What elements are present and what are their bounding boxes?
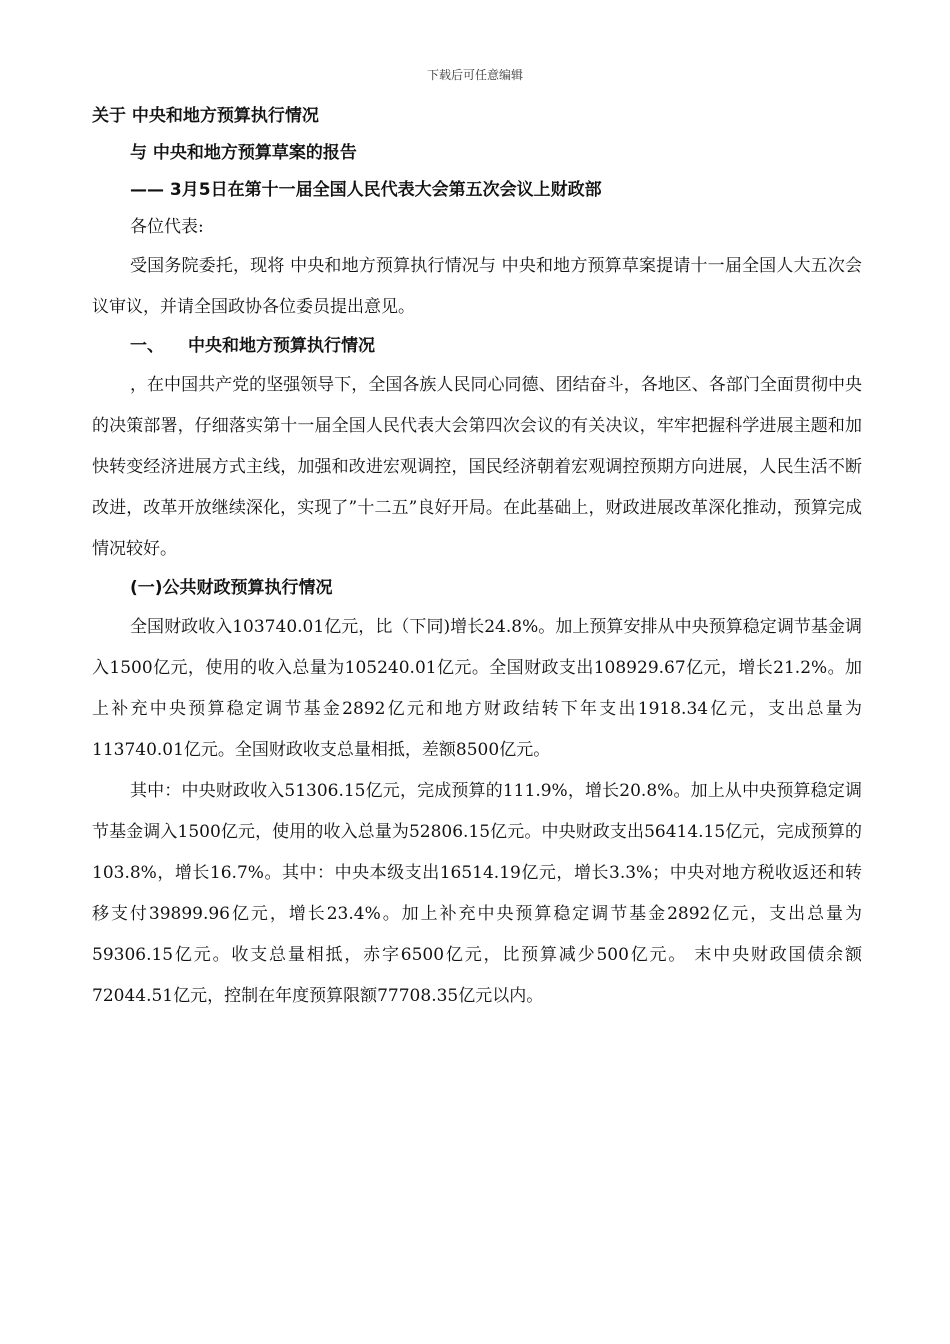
document-body xyxy=(92,98,862,1017)
section-heading-1 xyxy=(92,328,862,365)
salutation: 各位代表: xyxy=(130,217,204,237)
subsection-heading-1: (一)公共财政预算执行情况 xyxy=(130,578,333,598)
central-budget-paragraph: 其中：中央财政收入51306.15亿元，完成预算的111.9%，增长20.8%。加上从中央预算稳定调节基金调入1500亿元，使用的收入总量为52806.15亿元。中央财政支出56414.15亿元，完成预算的103.8%，增长16.7%。其中：中央本级支出16514.19亿元，增长3.3%；中央对地方税收返还和转移支付39899.96亿元，增长23.4%。加上补充中央预算稳定调节基金2892亿元，支出总量为59306.15亿元。收支总量相抵，赤字6500亿元，比预算减少500亿元。 末中央财政国债余额72044.51亿元，控制在年度预算限额77708.35亿元以内。 xyxy=(92,781,862,1006)
title-line-1: 关于 中央和地方预算执行情况 xyxy=(92,106,319,126)
section-title: 中央和地方预算执行情况 xyxy=(188,336,375,356)
national-budget-paragraph: 全国财政收入103740.01亿元，比（下同)增长24.8%。加上预算安排从中央预算稳定调节基金调入1500亿元，使用的收入总量为105240.01亿元。全国财政支出108929.67亿元，增长21.2%。加上补充中央预算稳定调节基金2892亿元和地方财政结转下年支出1918.34亿元，支出总量为113740.01亿元。全国财政收支总量相抵，差额8500亿元。 xyxy=(92,617,862,760)
header-note: 下载后可任意编辑 xyxy=(426,68,523,82)
intro-paragraph: 受国务院委托，现将 中央和地方预算执行情况与 中央和地方预算草案提请十一届全国人大五次会议审议，并请全国政协各位委员提出意见。 xyxy=(92,256,862,317)
title-line-2: 与 中央和地方预算草案的报告 xyxy=(130,143,357,163)
title-line-3: —— 3月5日在第十一届全国人民代表大会第五次会议上财政部 xyxy=(130,180,602,200)
section-number: 一、 xyxy=(130,336,164,356)
overview-paragraph: ，在中国共产党的坚强领导下，全国各族人民同心同德、团结奋斗，各地区、各部门全面贯彻中央的决策部署，仔细落实第十一届全国人民代表大会第四次会议的有关决议，牢牢把握科学进展主题和加快转变经济进展方式主线，加强和改进宏观调控，国民经济朝着宏观调控预期方向进展，人民生活不断改进，改革开放继续深化，实现了”十二五”良好开局。在此基础上，财政进展改革深化推动，预算完成情况较好。 xyxy=(92,375,862,559)
